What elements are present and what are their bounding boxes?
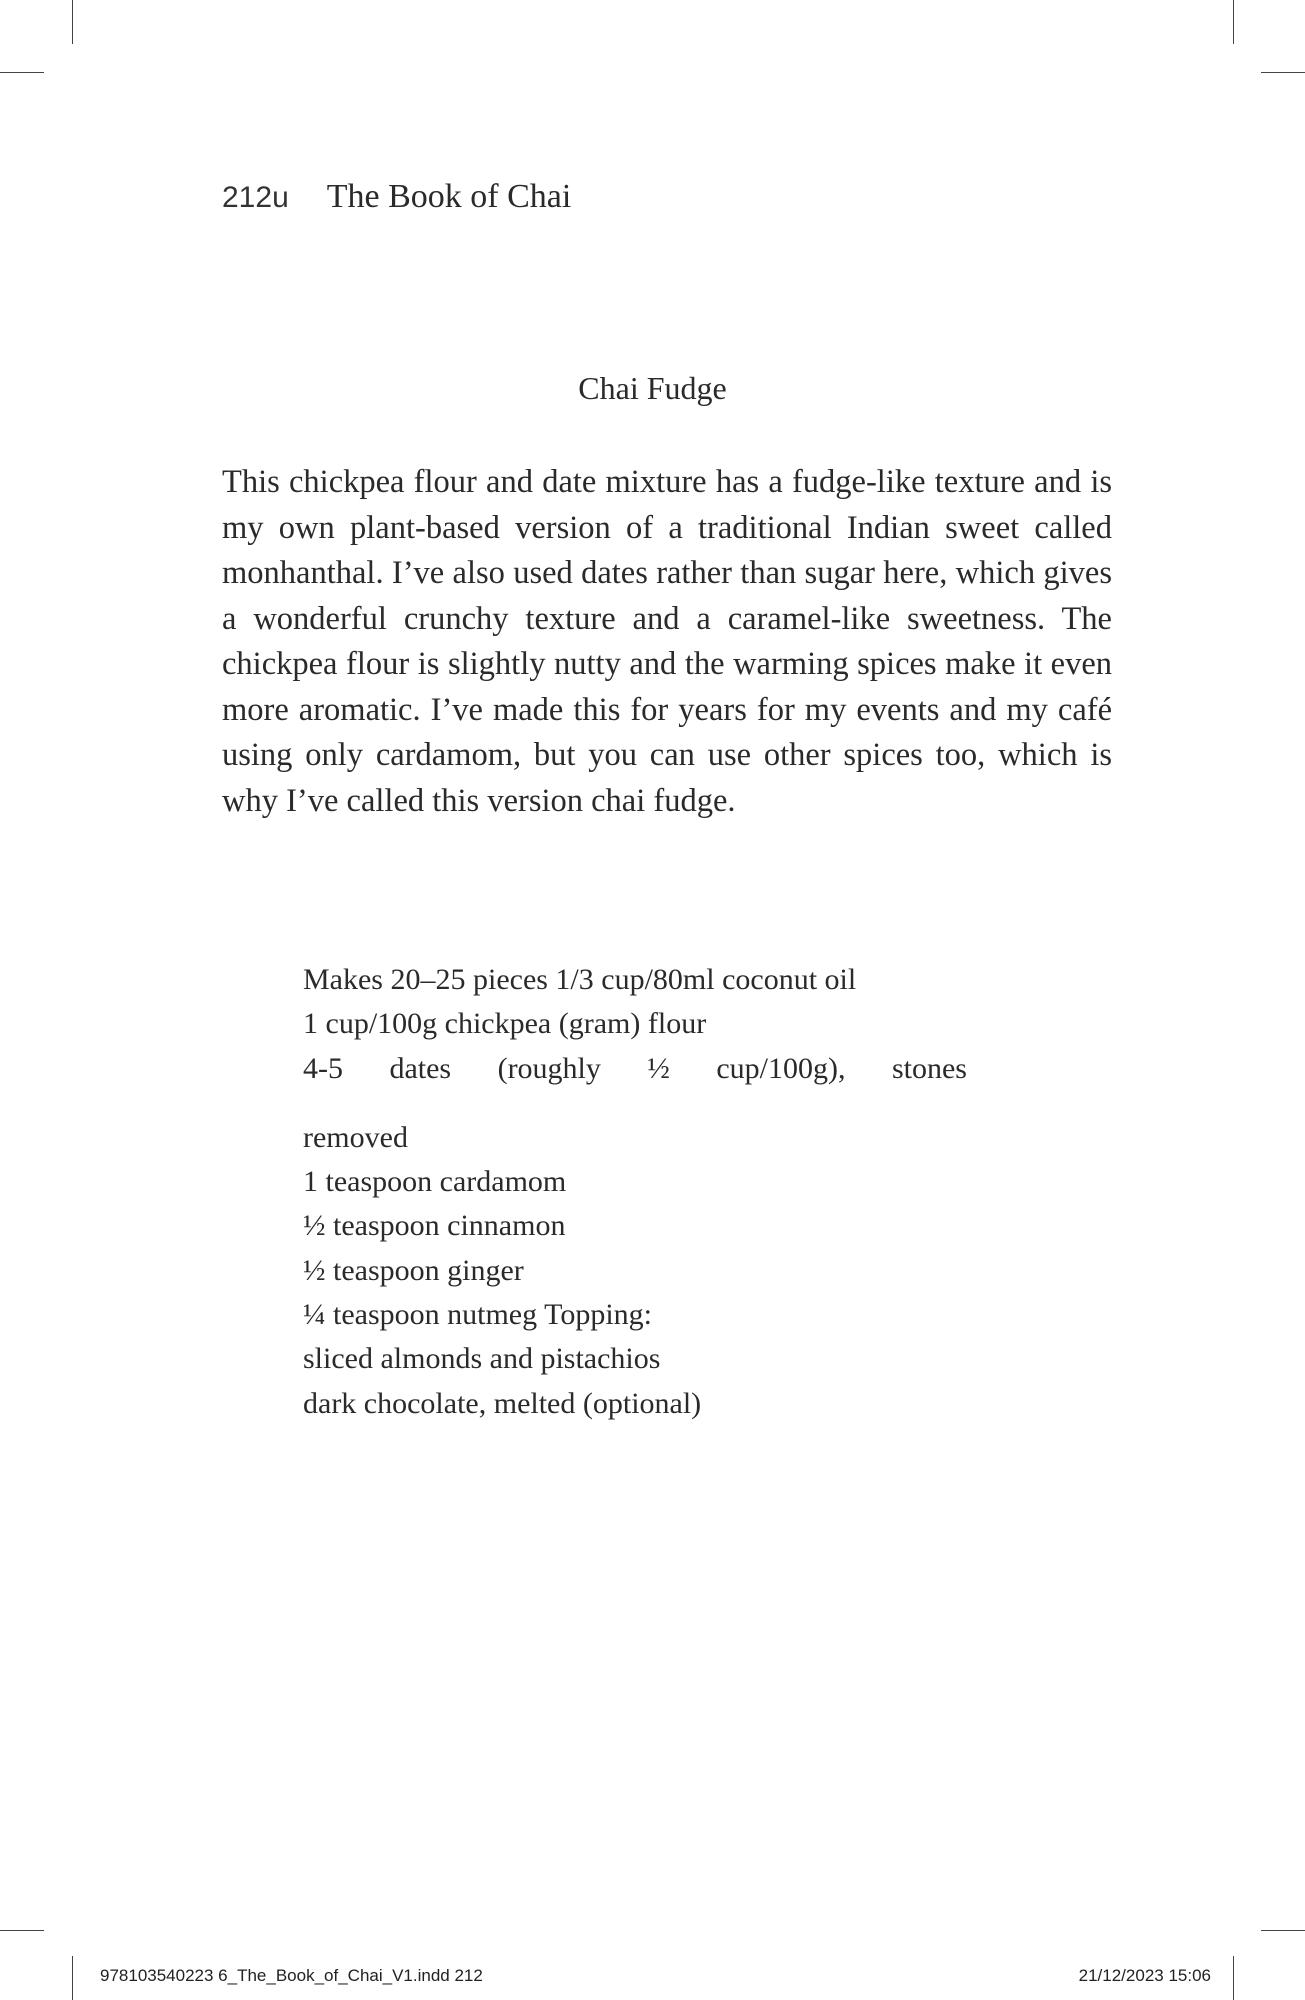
crop-mark-bottom-left-horizontal xyxy=(0,1930,44,1931)
recipe-intro: This chickpea flour and date mixture has a fudge-like texture and is my own plant-based version of a traditional Indian sweet called monhanthal. I’ve also used dates rather than sugar here, which gives a wonderful crunchy texture and a caramel-like sweetness. The chickpea flour is slightly nutty and the warming spices make it even more aromatic. I’ve made this for years for my events and my café using only cardamom, but you can use other spices too, which is why I’ve called this version chai fudge. xyxy=(222,464,1112,819)
running-head: The Book of Chai xyxy=(326,178,572,215)
ingredient-line: dark chocolate, melted (optional) xyxy=(303,1386,702,1420)
ingredients-list xyxy=(303,958,1003,1426)
ingredient-line: ½ teaspoon ginger xyxy=(303,1253,524,1287)
page-header xyxy=(222,178,571,216)
ingredient-line-justified xyxy=(303,1047,967,1091)
ingredient-line: ½ teaspoon cinnamon xyxy=(303,1209,566,1243)
recipe-title: Chai Fudge xyxy=(578,370,727,406)
slug-filename: 978103540223 6_The_Book_of_Chai_V1.indd 212 xyxy=(100,1966,483,1985)
slug-timestamp: 21/12/2023 15:06 xyxy=(1078,1966,1211,1985)
ingredient-line: sliced almonds and pistachios xyxy=(303,1342,661,1376)
crop-mark-bottom-left xyxy=(72,1956,73,2000)
ingredient-gap xyxy=(303,1091,1003,1116)
ingredient-line: 1 teaspoon cardamom xyxy=(303,1165,567,1199)
ingredient-word: ½ xyxy=(647,1051,670,1085)
ingredient-word: stones xyxy=(891,1051,967,1085)
ingredient-line: 1 cup/100g chickpea (gram) flour xyxy=(303,1007,707,1041)
ingredient-line: ¼ teaspoon nutmeg Topping: xyxy=(303,1298,652,1332)
ingredient-word: 4-5 xyxy=(303,1051,343,1085)
ingredient-word: dates xyxy=(389,1051,452,1085)
ingredient-word: (roughly xyxy=(497,1051,601,1085)
crop-mark-top-left-horizontal xyxy=(0,72,44,73)
ingredient-line: removed xyxy=(303,1120,408,1154)
page-number-mark: u xyxy=(272,181,289,214)
crop-mark-top-left xyxy=(72,0,73,44)
crop-mark-bottom-right xyxy=(1233,1956,1234,2000)
ingredient-line: Makes 20–25 pieces 1/3 cup/80ml coconut oil xyxy=(303,963,857,996)
crop-mark-top-right xyxy=(1233,0,1234,44)
page-number: 212 xyxy=(222,181,273,214)
crop-mark-bottom-right-horizontal xyxy=(1261,1930,1305,1931)
ingredient-word: cup/100g), xyxy=(716,1051,846,1085)
crop-mark-top-right-horizontal xyxy=(1261,72,1305,73)
